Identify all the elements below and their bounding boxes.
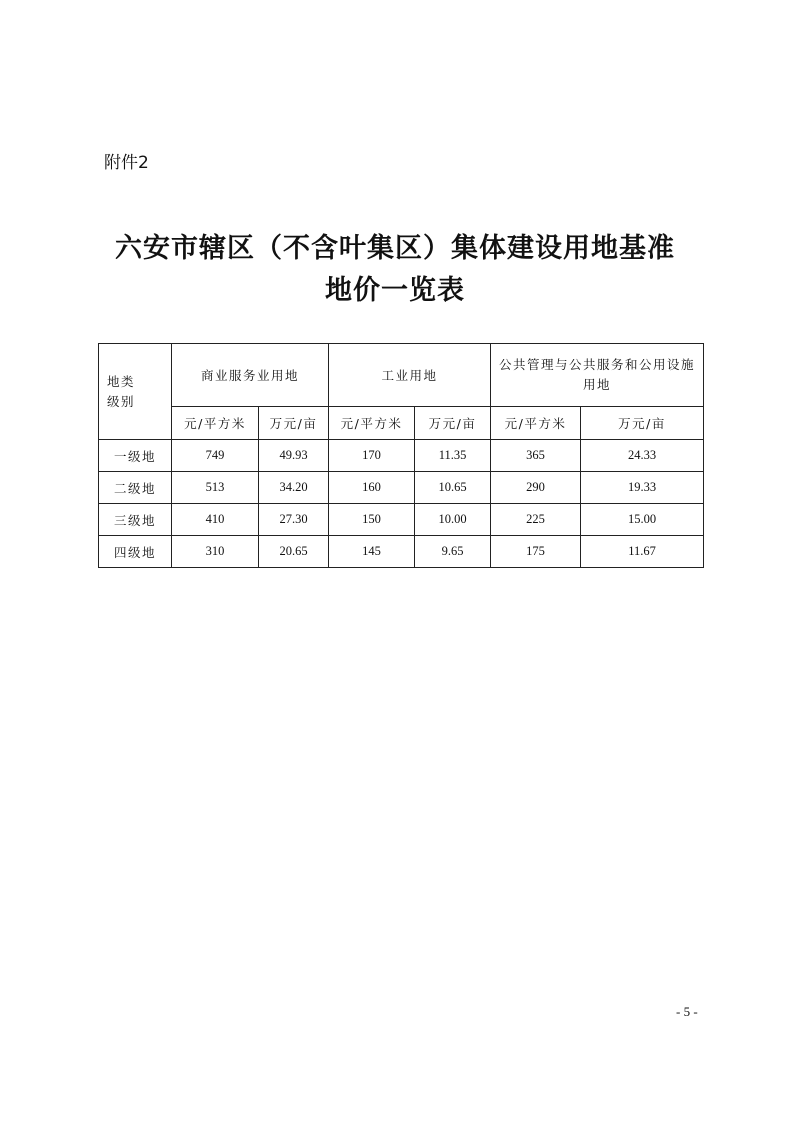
value-cell: 513 — [172, 472, 259, 504]
corner-header — [99, 344, 172, 440]
value-cell: 11.35 — [415, 440, 491, 472]
value-cell: 145 — [329, 536, 415, 568]
table-row — [99, 536, 704, 568]
value-cell: 49.93 — [259, 440, 329, 472]
value-cell: 15.00 — [581, 504, 704, 536]
value-cell: 290 — [491, 472, 581, 504]
value-cell: 10.00 — [415, 504, 491, 536]
value-cell: 225 — [491, 504, 581, 536]
table-row — [99, 504, 704, 536]
unit-header: 元/平方米 — [491, 407, 581, 440]
value-cell: 150 — [329, 504, 415, 536]
table-header-units — [99, 407, 704, 440]
value-cell: 160 — [329, 472, 415, 504]
land-price-table — [98, 343, 704, 568]
value-cell: 24.33 — [581, 440, 704, 472]
group-header-industrial: 工业用地 — [329, 344, 491, 407]
level-cell: 三级地 — [99, 504, 172, 536]
value-cell: 19.33 — [581, 472, 704, 504]
table-row — [99, 472, 704, 504]
value-cell: 365 — [491, 440, 581, 472]
document-title-line1: 六安市辖区（不含叶集区）集体建设用地基准 — [115, 233, 675, 264]
level-cell: 二级地 — [99, 472, 172, 504]
unit-header: 元/平方米 — [172, 407, 259, 440]
value-cell: 9.65 — [415, 536, 491, 568]
value-cell: 20.65 — [259, 536, 329, 568]
corner-header-top: 地类 — [107, 373, 136, 389]
value-cell: 410 — [172, 504, 259, 536]
group-header-public: 公共管理与公共服务和公用设施用地 — [491, 344, 704, 407]
value-cell: 10.65 — [415, 472, 491, 504]
level-cell: 四级地 — [99, 536, 172, 568]
document-title-line2: 地价一览表 — [325, 275, 465, 306]
value-cell: 170 — [329, 440, 415, 472]
unit-header: 万元/亩 — [415, 407, 491, 440]
value-cell: 27.30 — [259, 504, 329, 536]
unit-header: 万元/亩 — [259, 407, 329, 440]
corner-header-bottom: 级别 — [107, 393, 136, 409]
value-cell: 34.20 — [259, 472, 329, 504]
table-header-groups — [99, 344, 704, 407]
unit-header: 元/平方米 — [329, 407, 415, 440]
level-cell: 一级地 — [99, 440, 172, 472]
value-cell: 749 — [172, 440, 259, 472]
unit-header: 万元/亩 — [581, 407, 704, 440]
value-cell: 11.67 — [581, 536, 704, 568]
annex-label: 附件2 — [104, 153, 149, 173]
page-number: - 5 - — [676, 1004, 698, 1019]
group-header-commercial: 商业服务业用地 — [172, 344, 329, 407]
table-row — [99, 440, 704, 472]
value-cell: 175 — [491, 536, 581, 568]
value-cell: 310 — [172, 536, 259, 568]
